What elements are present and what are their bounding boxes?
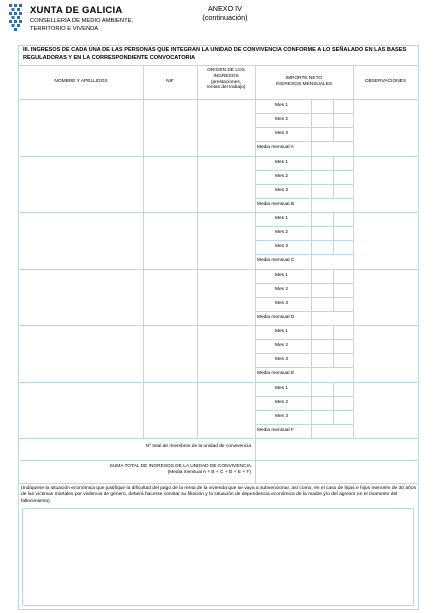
- member-income-origin-field[interactable]: [197, 212, 255, 269]
- month-value[interactable]: [311, 269, 353, 283]
- month-value-divider: [311, 269, 312, 326]
- member-name-field[interactable]: [19, 99, 143, 156]
- situation-note: (Indíquese la situación económica que justifique la dificultad del pago de la renta de la vivienda que se vaya a subvencionar, así como, en el caso de hijas e hijos menores de 30 años de las víctimas mortales por violencia de género, deberá hacerse constar su filiación y la situación de dependencia económica de la madre y/o del agresor en el momento del fallecimiento): [21, 486, 417, 504]
- month-label: Mes 1: [275, 159, 289, 165]
- monthly-average-label: Media mensual C: [257, 258, 295, 264]
- origin-header-line-1: ORIGEN DE LOS: [207, 68, 245, 73]
- member-nif-field[interactable]: [143, 382, 197, 439]
- month-value-divider: [311, 382, 312, 439]
- monthly-average-label: Media mensual A: [257, 145, 294, 151]
- section-title-divider: [19, 65, 418, 66]
- monthly-average-label: Media mensual F: [257, 427, 294, 433]
- origin-header-line-4: rentas del trabajo): [206, 85, 246, 91]
- month-value-subdivider: [333, 156, 334, 198]
- month-row-divider: [255, 283, 353, 284]
- member-observations-field[interactable]: [353, 212, 418, 269]
- month-label: Mes 3: [275, 413, 289, 419]
- month-label: Mes 3: [275, 187, 289, 193]
- month-value[interactable]: [311, 127, 353, 141]
- month-label: Mes 2: [275, 399, 289, 405]
- month-row-divider: [255, 240, 353, 241]
- department-line-1: CONSELLERÍA DE MEDIO AMBIENTE,: [30, 18, 134, 24]
- brand-name: XUNTA DE GALICIA: [30, 5, 123, 16]
- annex-subtitle: (continuación): [202, 13, 248, 22]
- origin-header-line-2: INGRESOS: [213, 73, 239, 79]
- month-label: Mes 2: [275, 173, 289, 179]
- member-observations-field[interactable]: [353, 156, 418, 213]
- member-observations-field[interactable]: [353, 382, 418, 439]
- month-row-divider: [255, 297, 353, 298]
- member-income-origin-field[interactable]: [197, 99, 255, 156]
- month-label: Mes 1: [275, 329, 289, 334]
- member-name-field[interactable]: [19, 156, 143, 213]
- month-value[interactable]: [311, 184, 353, 198]
- month-value[interactable]: [311, 339, 353, 353]
- member-nif-field[interactable]: [143, 99, 197, 156]
- month-label: Mes 2: [275, 230, 289, 236]
- column-header-name: NOMBRE Y APELLIDOS: [54, 79, 108, 84]
- total-value-divider: [255, 460, 256, 483]
- month-value[interactable]: [311, 283, 353, 297]
- month-value[interactable]: [311, 156, 353, 170]
- total-income-label: [19, 464, 251, 476]
- month-value[interactable]: [311, 212, 353, 226]
- month-row-divider: [255, 113, 353, 114]
- month-value-subdivider: [333, 212, 334, 254]
- member-name-field[interactable]: [19, 212, 143, 269]
- column-header-amount: [255, 76, 353, 88]
- member-nif-field[interactable]: [143, 325, 197, 382]
- month-value-divider: [311, 99, 312, 156]
- monthly-average-label: Media mensual B: [257, 201, 295, 207]
- month-label: Mes 2: [275, 117, 289, 123]
- member-observations-field[interactable]: [353, 325, 418, 382]
- monthly-average-label: Media mensual D: [257, 314, 295, 320]
- member-observations-field[interactable]: [353, 269, 418, 326]
- member-income-origin-field[interactable]: [197, 269, 255, 326]
- month-value[interactable]: [311, 226, 353, 240]
- xunta-coat-of-arms-icon: [8, 3, 24, 35]
- month-value[interactable]: [311, 113, 353, 127]
- month-row-divider: [255, 396, 353, 397]
- month-row-divider: [255, 141, 353, 142]
- month-row-divider: [255, 254, 353, 255]
- member-income-origin-field[interactable]: [197, 156, 255, 213]
- total-row-divider: [19, 483, 418, 484]
- total-income-label-line-2: (Media mensual A + B + C + D + E + F): [167, 470, 251, 475]
- amount-header-line-2: INGRESOS MENSUALES: [275, 81, 333, 87]
- annex-title: ANEXO IV: [208, 4, 242, 13]
- month-row-divider: [255, 353, 353, 354]
- groups-bottom-divider: [19, 438, 418, 439]
- month-value[interactable]: [311, 325, 353, 339]
- month-value[interactable]: [311, 382, 353, 396]
- amount-header-line-1: IMPORTE NETO: [285, 76, 323, 81]
- department-name: [30, 17, 200, 33]
- member-income-origin-field[interactable]: [197, 325, 255, 382]
- month-label: Mes 1: [275, 385, 289, 391]
- column-header-observations: OBSERVACIONES: [364, 79, 407, 84]
- member-name-field[interactable]: [19, 382, 143, 439]
- month-label: Mes 1: [275, 103, 289, 108]
- month-value[interactable]: [311, 99, 353, 113]
- month-label: Mes 3: [275, 244, 289, 250]
- annex-title-block: [195, 4, 255, 22]
- month-value-subdivider: [333, 325, 334, 367]
- month-value-subdivider: [333, 269, 334, 311]
- member-observations-field[interactable]: [353, 99, 418, 156]
- month-row-divider: [255, 184, 353, 185]
- month-row-divider: [255, 311, 353, 312]
- origin-header-line-3: (prestaciones,: [210, 79, 242, 85]
- month-label: Mes 3: [275, 357, 289, 363]
- member-nif-field[interactable]: [143, 212, 197, 269]
- month-value-subdivider: [333, 99, 334, 141]
- month-row-divider: [255, 170, 353, 171]
- month-row-divider: [255, 410, 353, 411]
- month-row-divider: [255, 198, 353, 199]
- members-value-divider: [255, 438, 256, 460]
- month-value[interactable]: [311, 410, 353, 424]
- month-value[interactable]: [311, 240, 353, 254]
- total-income-label-line-1: SUMA TOTAL DE INGRESOS DE LA UNIDAD DE CONVIVENCIA: [109, 464, 251, 469]
- month-label: Mes 1: [275, 216, 289, 221]
- month-value-subdivider: [333, 382, 334, 424]
- month-label: Mes 3: [275, 131, 289, 137]
- column-header-nif: NIF: [166, 79, 174, 84]
- member-nif-field[interactable]: [143, 269, 197, 326]
- column-header-origin: [197, 68, 255, 91]
- month-row-divider: [255, 424, 353, 425]
- month-value-divider: [311, 156, 312, 213]
- month-value-divider: [311, 325, 312, 382]
- month-value[interactable]: [311, 353, 353, 367]
- monthly-average-label: Media mensual E: [257, 371, 295, 377]
- month-row-divider: [255, 226, 353, 227]
- page-header: [8, 3, 433, 39]
- member-name-field[interactable]: [19, 325, 143, 382]
- member-income-origin-field[interactable]: [197, 382, 255, 439]
- income-form: [18, 45, 419, 610]
- section-title: III. INGRESOS DE CADA UNA DE LAS PERSONAS QUE INTEGRAN LA UNIDAD DE CONVIVENCIA CONFORME A LO SEÑALADO EN LAS BASES REGULADORAS Y EN LA CORRESPONDIENTE CONVOCATORIA: [23, 47, 407, 61]
- month-value[interactable]: [311, 170, 353, 184]
- month-row-divider: [255, 127, 353, 128]
- members-count-label: Nº total de miembros de la unidad de convivencia: [145, 444, 251, 449]
- month-label: Mes 2: [275, 286, 289, 292]
- month-label: Mes 2: [275, 343, 289, 349]
- situation-text-area[interactable]: [22, 508, 414, 606]
- month-label: Mes 3: [275, 300, 289, 306]
- month-value[interactable]: [311, 396, 353, 410]
- members-row-divider: [19, 460, 418, 461]
- month-value[interactable]: [311, 297, 353, 311]
- month-row-divider: [255, 367, 353, 368]
- month-value-divider: [311, 212, 312, 269]
- month-label: Mes 1: [275, 272, 289, 278]
- member-name-field[interactable]: [19, 269, 143, 326]
- month-row-divider: [255, 339, 353, 340]
- department-line-2: TERRITORIO E VIVENDA: [30, 26, 99, 32]
- member-nif-field[interactable]: [143, 156, 197, 213]
